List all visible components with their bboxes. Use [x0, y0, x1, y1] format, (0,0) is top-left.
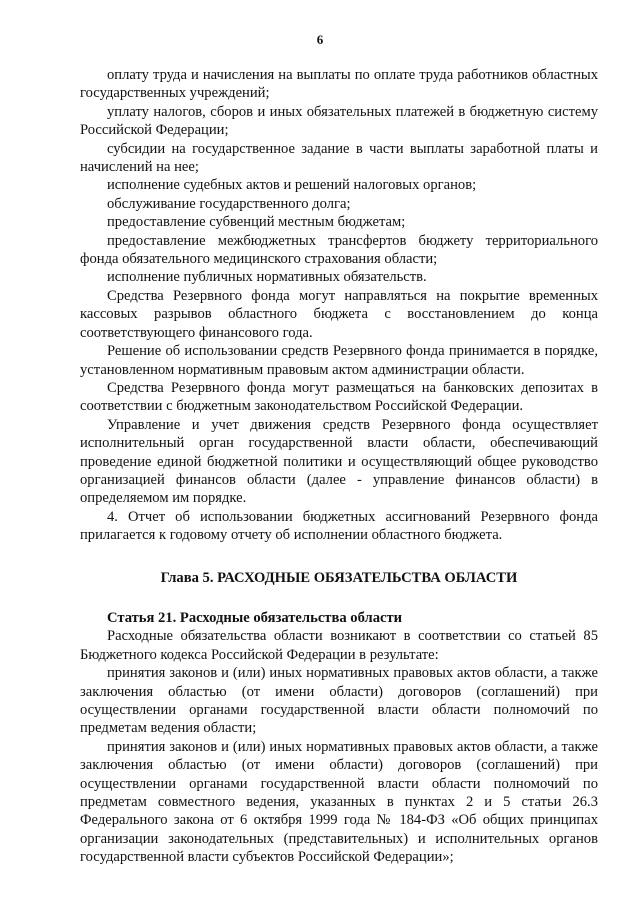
paragraph: Расходные обязательства области возникают в соответствии со статьей 85 Бюджетного кодекса Российской Федерации в результате: — [80, 628, 598, 663]
document-body — [80, 66, 598, 867]
paragraph: принятия законов и (или) иных нормативных правовых актов области, а также заключения областью (от имени области) договоров (соглашений) при осуществлении органами государственной власти области полномочий по предметам совместного ведения, указанных в пунктах 2 и 5 статьи 26.3 Федерального закона от 6 октября 1999 года № 184-ФЗ «Об общих принципах организации законодательных (представительных) и исполнительных органов государственной власти субъектов Российской Федерации»; — [80, 738, 598, 866]
paragraph: Средства Резервного фонда могут направляться на покрытие временных кассовых разрывов областного бюджета с восстановлением до конца соответствующего финансового года. — [80, 287, 598, 341]
paragraph: уплату налогов, сборов и иных обязательных платежей в бюджетную систему Российской Федерации; — [80, 103, 598, 139]
paragraph: оплату труда и начисления на выплаты по оплате труда работников областных государственных учреждений; — [80, 67, 598, 102]
paragraph: исполнение публичных нормативных обязательств. — [107, 269, 427, 286]
page-number: 6 — [316, 32, 324, 47]
paragraph: принятия законов и (или) иных нормативных правовых актов области, а также заключения областью (от имени области) договоров (соглашений) при осуществлении органами государственной власти области полномочий по предметам ведения области; — [80, 665, 598, 737]
paragraph: предоставление межбюджетных трансфертов бюджету территориального фонда обязательного медицинского страхования области; — [80, 232, 598, 268]
paragraph: Средства Резервного фонда могут размещаться на банковских депозитах в соответствии с бюджетным законодательством Российской Федерации. — [80, 379, 598, 415]
paragraph: Решение об использовании средств Резервного фонда принимается в порядке, установленном нормативным правовым актом администрации области. — [80, 343, 598, 378]
paragraph: исполнение судебных актов и решений налоговых органов; — [107, 177, 477, 194]
paragraph: предоставление субвенций местным бюджетам; — [107, 214, 406, 231]
article-title: Статья 21. Расходные обязательства области — [107, 609, 403, 626]
chapter-title: Глава 5. РАСХОДНЫЕ ОБЯЗАТЕЛЬСТВА ОБЛАСТИ — [160, 569, 518, 586]
paragraph: обслуживание государственного долга; — [107, 195, 351, 212]
paragraph: Управление и учет движения средств Резервного фонда осуществляет исполнительный орган государственной власти области, обеспечивающий проведение единой бюджетной политики и осуществляющий общее руководство организацией финансов области (далее - управление финансов области) в определяемом им порядке. — [80, 416, 598, 507]
paragraph: субсидии на государственное задание в части выплаты заработной платы и начислений на нее; — [80, 140, 598, 176]
paragraph: 4. Отчет об использовании бюджетных ассигнований Резервного фонда прилагается к годовому отчету об исполнении областного бюджета. — [80, 508, 598, 544]
